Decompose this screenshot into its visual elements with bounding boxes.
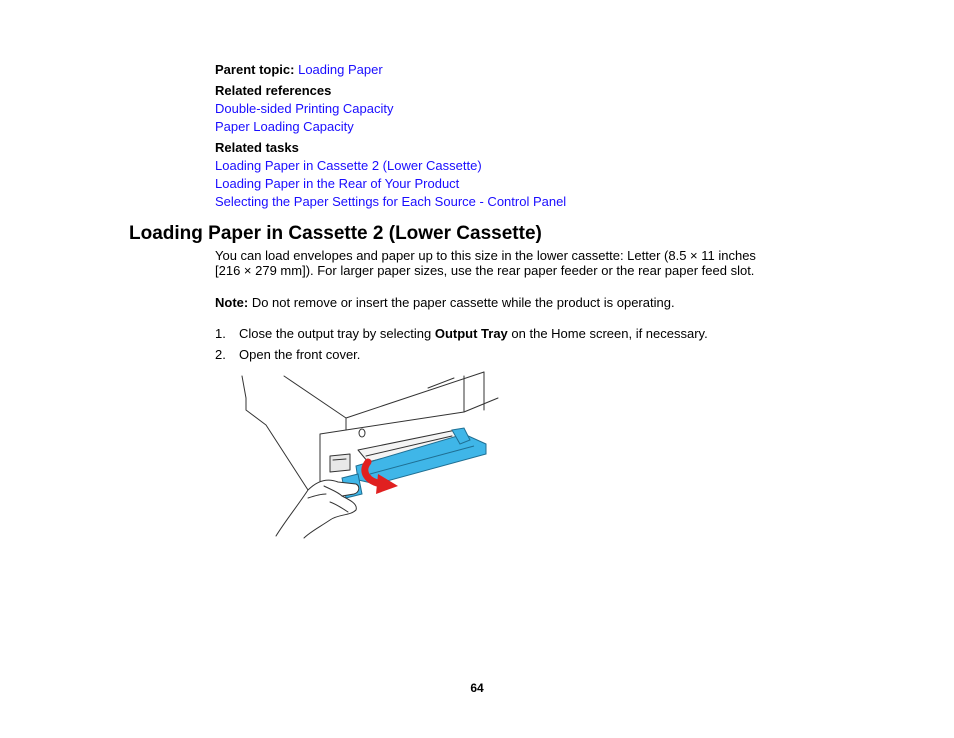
parent-topic-label: Parent topic: (215, 62, 295, 77)
step-1 (0, 326, 954, 342)
note (215, 295, 675, 311)
page-number: 64 (470, 681, 484, 695)
parent-topic-link[interactable]: Loading Paper (298, 62, 383, 77)
task-link-rear[interactable]: Loading Paper in the Rear of Your Product (215, 176, 460, 191)
step-1-text-before: Close the output tray by selecting (239, 326, 435, 341)
step-1-text-after: on the Home screen, if necessary. (507, 326, 708, 341)
printer-left-edge (242, 376, 308, 490)
parent-topic (215, 62, 383, 77)
note-label: Note: (215, 295, 249, 310)
related-tasks-heading: Related tasks (215, 140, 299, 155)
printer-front-cover-illustration (238, 370, 504, 542)
step-1-number: 1. (215, 326, 226, 341)
intro-line-1: You can load envelopes and paper up to this size in the lower cassette: Letter (8.5 × 11 inches (215, 248, 756, 263)
step-2 (0, 347, 954, 363)
hand-icon (276, 480, 359, 538)
related-references-heading: Related references (215, 83, 332, 98)
step-2-number: 2. (215, 347, 226, 362)
ref-link-paper-capacity[interactable]: Paper Loading Capacity (215, 119, 354, 134)
note-text: Do not remove or insert the paper cassette while the product is operating. (248, 295, 675, 310)
printer-top-edge (284, 372, 484, 418)
step-2-text: Open the front cover. (239, 347, 361, 362)
task-link-cassette2[interactable]: Loading Paper in Cassette 2 (Lower Cassette) (215, 158, 482, 173)
printer-front-body (320, 418, 346, 482)
task-link-paper-settings[interactable]: Selecting the Paper Settings for Each Source - Control Panel (215, 194, 567, 209)
intro-line-2: [216 × 279 mm]). For larger paper sizes, use the rear paper feeder or the rear paper feed slot. (215, 263, 755, 278)
section-title: Loading Paper in Cassette 2 (Lower Cassette) (129, 223, 542, 244)
step-1-bold: Output Tray (434, 326, 508, 341)
step-1-text (239, 326, 708, 341)
ref-link-double-sided[interactable]: Double-sided Printing Capacity (215, 101, 394, 116)
